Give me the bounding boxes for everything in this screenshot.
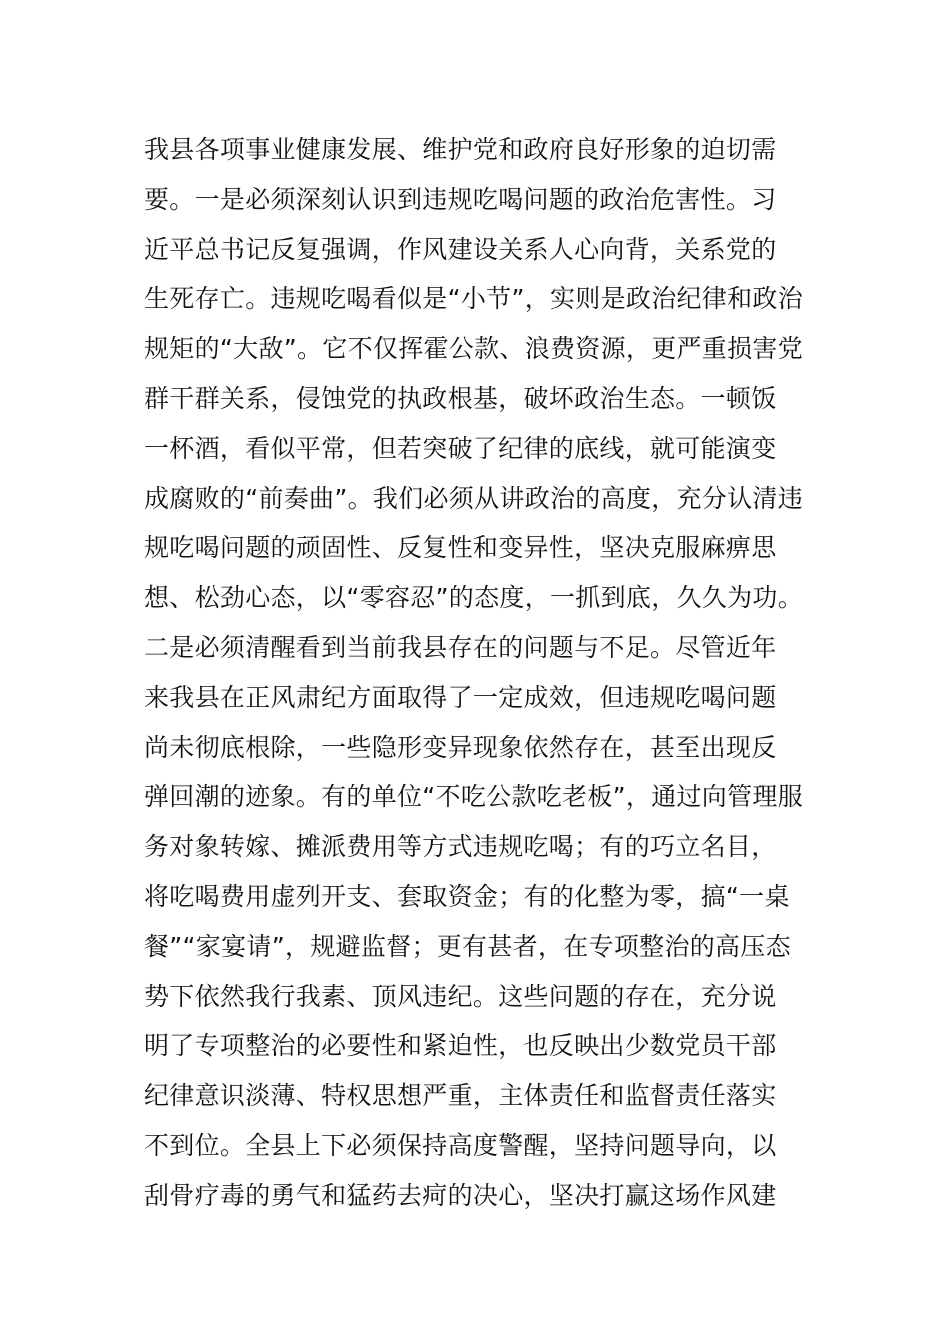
text-line-15: 务对象转嫁、摊派费用等方式违规吃喝；有的巧立名目， — [144, 832, 777, 862]
text-line-19: 明了专项整治的必要性和紧迫性，也反映出少数党员干部 — [144, 1031, 777, 1061]
text-line-11: 二是必须清醒看到当前我县存在的问题与不足。尽管近年 — [144, 632, 777, 662]
text-line-4: 生死存亡。违规吃喝看似是“小节”，实则是政治纪律和政治 — [144, 284, 804, 314]
text-line-12: 来我县在正风肃纪方面取得了一定成效，但违规吃喝问题 — [144, 682, 777, 712]
text-line-14: 弹回潮的迹象。有的单位“不吃公款吃老板”，通过向管理服 — [144, 782, 804, 812]
text-line-10: 想、松劲心态，以“零容忍”的态度，一抓到底，久久为功。 — [144, 583, 804, 613]
text-line-3: 近平总书记反复强调，作风建设关系人心向背，关系党的 — [144, 234, 777, 264]
text-line-2: 要。一是必须深刻认识到违规吃喝问题的政治危害性。习 — [144, 184, 777, 214]
text-line-16: 将吃喝费用虚列开支、套取资金；有的化整为零，搞“一桌 — [144, 881, 790, 911]
text-line-5: 规矩的“大敌”。它不仅挥霍公款、浪费资源，更严重损害党 — [144, 334, 804, 364]
text-line-1: 我县各项事业健康发展、维护党和政府良好形象的迫切需 — [144, 135, 777, 164]
text-line-8: 成腐败的“前奏曲”。我们必须从讲政治的高度，充分认清违 — [144, 483, 804, 513]
text-line-6: 群干群关系，侵蚀党的执政根基，破坏政治生态。一顿饭 — [144, 383, 777, 413]
text-line-13: 尚未彻底根除，一些隐形变异现象依然存在，甚至出现反 — [144, 732, 777, 762]
text-line-17: 餐”“家宴请”，规避监督；更有甚者，在专项整治的高压态 — [144, 931, 791, 961]
text-line-20: 纪律意识淡薄、特权思想严重，主体责任和监督责任落实 — [144, 1081, 777, 1111]
text-line-21: 不到位。全县上下必须保持高度警醒，坚持问题导向，以 — [144, 1130, 777, 1160]
text-line-7: 一杯酒，看似平常，但若突破了纪律的底线，就可能演变 — [144, 433, 777, 463]
text-line-9: 规吃喝问题的顽固性、反复性和变异性，坚决克服麻痹思 — [144, 533, 777, 563]
text-line-22: 刮骨疗毒的勇气和猛药去疴的决心，坚决打赢这场作风建 — [144, 1180, 777, 1210]
text-line-18: 势下依然我行我素、顶风违纪。这些问题的存在，充分说 — [144, 981, 777, 1011]
body-paragraph — [144, 125, 814, 1221]
